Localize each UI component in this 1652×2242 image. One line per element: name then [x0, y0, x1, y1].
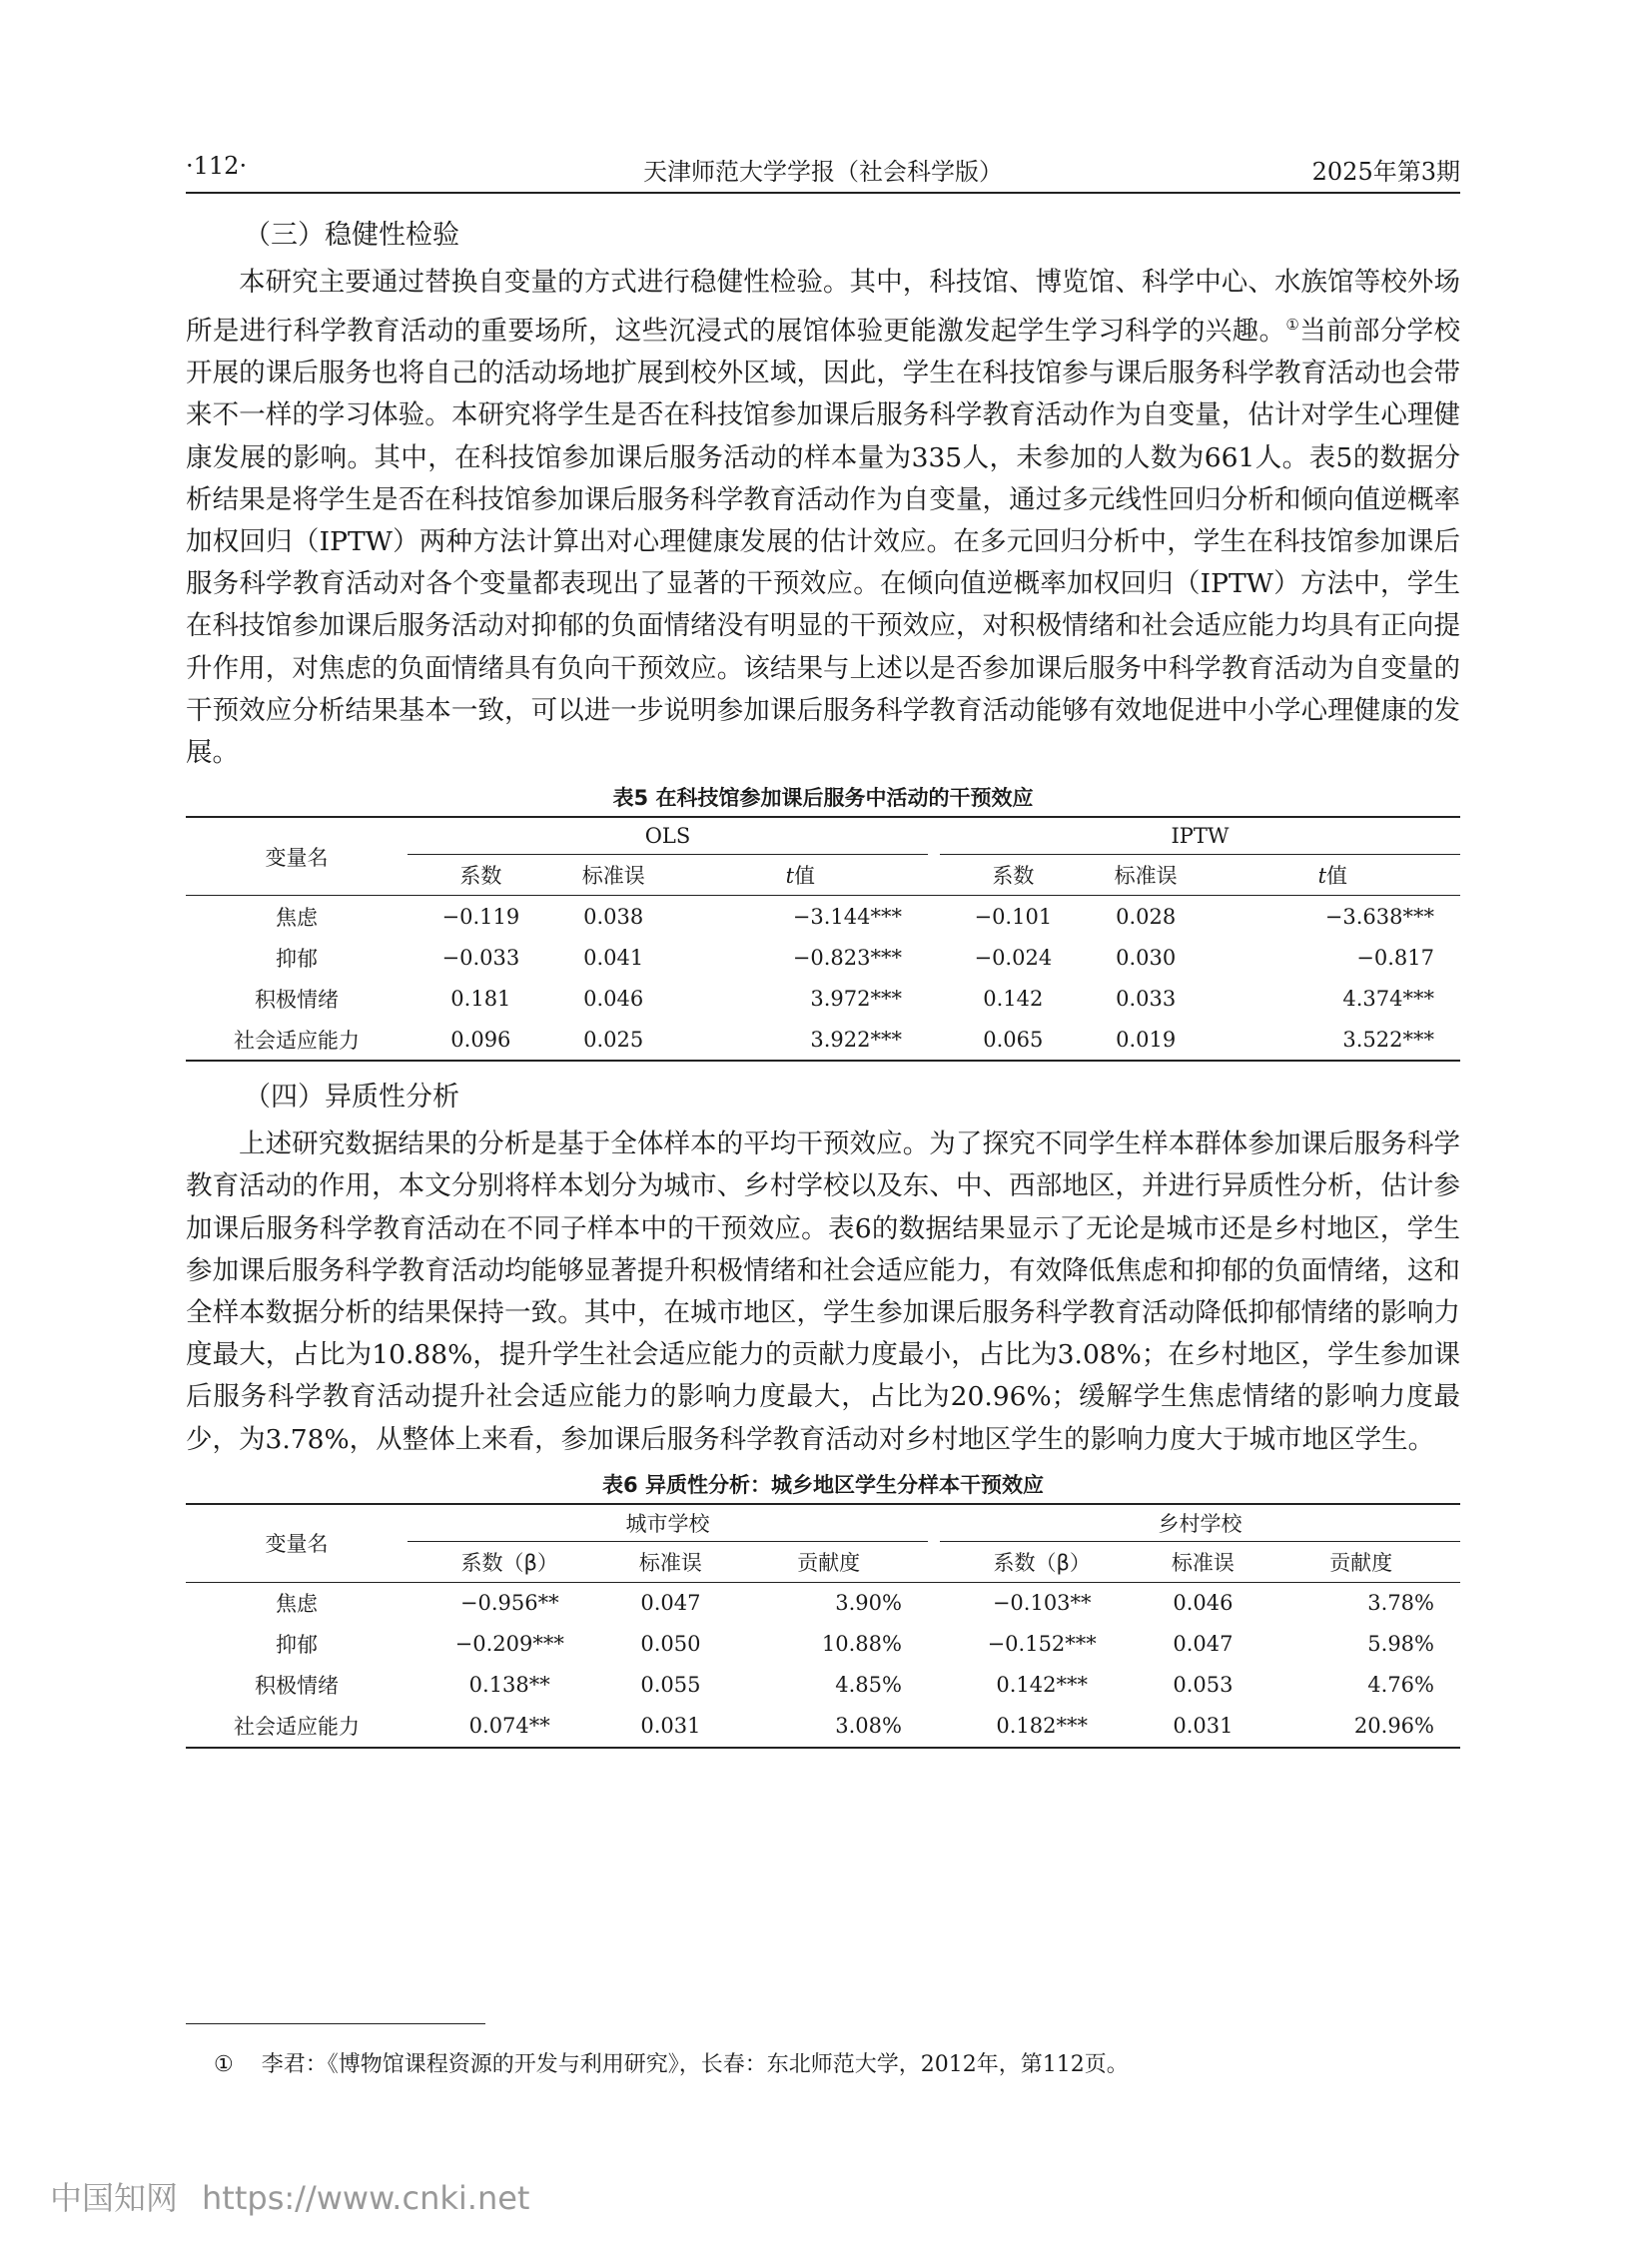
- table5-col-coef: 系数: [992, 864, 1035, 889]
- cell: 0.031: [1173, 1714, 1234, 1739]
- cell: 0.096: [450, 1027, 511, 1052]
- table6-title: 表6 异质性分析：城乡地区学生分样本干预效应: [602, 1472, 1044, 1497]
- table5-group-ols: OLS: [408, 817, 928, 855]
- table5-col-se: 标准误: [581, 864, 645, 889]
- cell: 0.138**: [468, 1673, 550, 1698]
- cell: 0.142: [983, 986, 1044, 1011]
- table-row: [186, 1624, 1460, 1665]
- cell: 0.025: [583, 1027, 644, 1052]
- table6-col-se: 标准误: [638, 1550, 702, 1575]
- cell: 0.046: [583, 986, 644, 1011]
- cell: 20.96%: [1353, 1714, 1434, 1739]
- cell: −0.152***: [987, 1632, 1097, 1657]
- paragraph-text: 本研究主要通过替换自变量的方式进行稳健性检验。其中，科技馆、博览馆、科学中心、水族馆等校外场所是进行科学教育活动的重要场所，这些沉浸式的展馆体验更能激发起学生学习科学的兴趣。: [186, 267, 1460, 348]
- cell: 0.041: [583, 945, 644, 970]
- row-label: 积极情绪: [255, 1674, 339, 1699]
- cell: 0.142***: [996, 1673, 1088, 1698]
- cell: 0.050: [640, 1632, 701, 1657]
- cell: −3.638***: [1324, 904, 1434, 929]
- row-label: 积极情绪: [255, 987, 339, 1012]
- cell: 0.046: [1173, 1591, 1234, 1616]
- table-row: [186, 1019, 1460, 1061]
- row-label: 焦虑: [276, 905, 318, 930]
- cell: −0.823***: [792, 945, 902, 970]
- cell: −0.024: [974, 945, 1053, 970]
- cell: 0.074**: [468, 1714, 550, 1739]
- cell: 4.76%: [1367, 1673, 1434, 1698]
- table5-col-t: [673, 855, 928, 896]
- row-label: 抑郁: [276, 946, 318, 971]
- table6-var-header: 变量名: [265, 1532, 329, 1557]
- journal-title: 天津师范大学学报（社会科学版）: [643, 158, 1003, 186]
- footnote-mark: ①: [214, 2052, 234, 2077]
- table5-col-t: [1206, 855, 1460, 896]
- table5: [186, 816, 1460, 1062]
- cell: 10.88%: [821, 1632, 902, 1657]
- table-row: [186, 937, 1460, 978]
- cell: 0.028: [1116, 904, 1177, 929]
- cell: 0.181: [450, 986, 511, 1011]
- table6-col-se: 标准误: [1171, 1550, 1235, 1575]
- issue-label: 2025年第3期: [1311, 158, 1460, 186]
- cell: 3.922***: [810, 1027, 902, 1052]
- table6-col-coef: 系数（β）: [460, 1550, 558, 1575]
- row-label: 抑郁: [276, 1633, 318, 1658]
- cell: −3.144***: [792, 904, 902, 929]
- table-row: [186, 1582, 1460, 1624]
- footnote: [214, 2047, 1452, 2078]
- t-symbol: t: [1317, 864, 1327, 889]
- cell: −0.209***: [454, 1632, 564, 1657]
- cnki-watermark: [50, 2173, 553, 2219]
- paragraph-heterogeneity: 上述研究数据结果的分析是基于全体样本的平均干预效应。为了探究不同学生样本群体参加课后服务科学教育活动的作用，本文分别将样本划分为城市、乡村学校以及东、中、西部地区，并进行异质性分析，估计参加课后服务科学教育活动在不同子样本中的干预效应。表6的数据结果显示了无论是城市还是乡村地区，学生参加课后服务科学教育活动均能够显著提升积极情绪和社会适应能力，有效降低焦虑和抑郁的负面情绪，这和全样本数据分析的结果保持一致。其中，在城市地区，学生参加课后服务科学教育活动降低抑郁情绪的影响力度最大，占比为10.88%，提升学生社会适应能力的贡献力度最小，占比为3.08%；在乡村地区，学生参加课后服务科学教育活动提升社会适应能力的影响力度最大，占比为20.96%；缓解学生焦虑情绪的影响力度最少，为3.78%，从整体上来看，参加课后服务科学教育活动对乡村地区学生的影响力度大于城市地区学生。: [186, 1128, 1460, 1455]
- cell: 3.78%: [1367, 1591, 1434, 1616]
- cell: 0.047: [1173, 1632, 1234, 1657]
- row-label: 焦虑: [276, 1592, 318, 1617]
- cell: 0.047: [640, 1591, 701, 1616]
- cell: 4.85%: [835, 1673, 902, 1698]
- footnote-ref[interactable]: ①: [1285, 316, 1300, 335]
- cell: −0.956**: [459, 1591, 559, 1616]
- cell: −0.817: [1356, 945, 1434, 970]
- cell: −0.033: [441, 945, 520, 970]
- watermark-brand: 中国知网: [50, 2179, 179, 2217]
- cell: 5.98%: [1367, 1632, 1434, 1657]
- paragraph-text: 当前部分学校开展的课后服务也将自己的活动场地扩展到校外区域，因此，学生在科技馆参与课后服务科学教育活动也会带来不一样的学习体验。本研究将学生是否在科技馆参加课后服务科学教育活动作为自变量，估计对学生心理健康发展的影响。其中，在科技馆参加课后服务活动的样本量为335人，未参加的人数为661人。表5的数据分析结果是将学生是否在科技馆参加课后服务科学教育活动作为自变量，通过多元线性回归分析和倾向值逆概率加权回归（IPTW）两种方法计算出对心理健康发展的估计效应。在多元回归分析中，学生在科技馆参加课后服务科学教育活动对各个变量都表现出了显著的干预效应。在倾向值逆概率加权回归（IPTW）方法中，学生在科技馆参加课后服务活动对抑郁的负面情绪没有明显的干预效应，对积极情绪和社会适应能力均具有正向提升作用，对焦虑的负面情绪具有负向干预效应。该结果与上述以是否参加课后服务中科学教育活动为自变量的干预效应分析结果基本一致，可以进一步说明参加课后服务科学教育活动能够有效地促进中小学心理健康的发展。: [186, 316, 1461, 769]
- watermark-url: https://www.cnki.net: [202, 2179, 530, 2217]
- footnote-text: 李君：《博物馆课程资源的开发与利用研究》，长春：东北师范大学，2012年，第112页。: [261, 2052, 1129, 2077]
- cell: 0.182***: [996, 1714, 1088, 1739]
- cell: 0.065: [983, 1027, 1044, 1052]
- cell: 0.038: [583, 904, 644, 929]
- footnote-divider: [186, 2023, 485, 2024]
- cell: 3.08%: [835, 1714, 902, 1739]
- running-header: [186, 152, 1460, 194]
- t-suffix: 值: [794, 864, 816, 889]
- table-row: [186, 1665, 1460, 1706]
- cell: 3.90%: [835, 1591, 902, 1616]
- paragraph-robustness: [186, 262, 1460, 774]
- table6-col-contrib: 贡献度: [797, 1550, 861, 1575]
- cell: 0.030: [1116, 945, 1177, 970]
- row-label: 社会适应能力: [234, 1715, 360, 1740]
- table5-var-header: 变量名: [265, 845, 329, 870]
- section-heading-robustness: （三）稳健性检验: [244, 220, 459, 251]
- table5-title: 表5 在科技馆参加课后服务中活动的干预效应: [612, 786, 1034, 811]
- cell: 0.031: [640, 1714, 701, 1739]
- row-label: 社会适应能力: [234, 1028, 360, 1053]
- t-symbol: t: [785, 864, 795, 889]
- article-body: [186, 210, 1460, 1749]
- cell: 3.522***: [1342, 1027, 1434, 1052]
- table6-group-urban: 城市学校: [408, 1504, 928, 1542]
- cell: −0.119: [441, 904, 520, 929]
- table-row: [186, 896, 1460, 938]
- cell: 0.019: [1116, 1027, 1177, 1052]
- table5-col-se: 标准误: [1114, 864, 1178, 889]
- table6: [186, 1503, 1460, 1749]
- cell: −0.101: [974, 904, 1053, 929]
- t-suffix: 值: [1326, 864, 1348, 889]
- cell: −0.103**: [992, 1591, 1092, 1616]
- page-number: ·112·: [186, 152, 248, 180]
- cell: 0.055: [640, 1673, 701, 1698]
- cell: 0.053: [1173, 1673, 1234, 1698]
- table6-col-coef: 系数（β）: [993, 1550, 1091, 1575]
- table-row: [186, 1706, 1460, 1748]
- table5-col-coef: 系数: [459, 864, 502, 889]
- table-row: [186, 978, 1460, 1019]
- table6-group-rural: 乡村学校: [940, 1504, 1460, 1542]
- section-heading-heterogeneity: （四）异质性分析: [244, 1082, 459, 1114]
- table5-group-iptw: IPTW: [940, 817, 1460, 855]
- cell: 3.972***: [810, 986, 902, 1011]
- cell: 4.374***: [1342, 986, 1434, 1011]
- cell: 0.033: [1116, 986, 1177, 1011]
- table6-col-contrib: 贡献度: [1329, 1550, 1393, 1575]
